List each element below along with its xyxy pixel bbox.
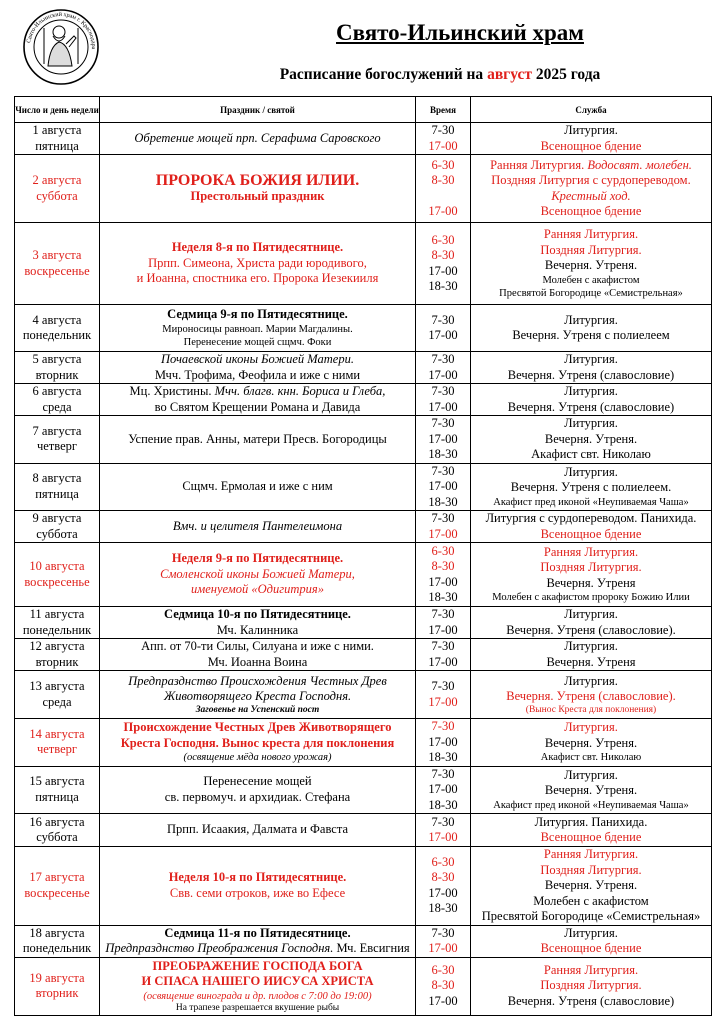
time: 7-30 [431,925,455,940]
table-row [15,925,712,957]
time-cell [416,155,471,223]
time: 6-30 [431,962,455,977]
feast-cell [100,639,416,671]
table-row [15,814,712,847]
time-cell [416,123,471,155]
table-row [15,719,712,767]
service-cell [471,223,712,305]
feast-line: Перенесение мощей сщмч. Фоки [183,336,332,348]
time: 8-30 [431,870,455,885]
weekday: понедельник [22,622,92,637]
time: 17-00 [428,654,458,669]
service: (Вынос Креста для поклонения) [525,704,657,715]
service-cell [471,814,712,847]
time: 6-30 [431,854,455,869]
table-row [15,639,712,671]
service: Всенощное бдение [540,941,642,955]
service: Литургия. [564,416,618,430]
service: Всенощное бдение [540,526,642,541]
feast-line: Перенесение мощей [203,774,312,789]
subtitle-suffix: 2025 года [535,66,601,83]
feast-line: Обретение мощей прп. Серафима Саровского [134,130,381,145]
day-cell [15,766,100,814]
service: Вечерня. Утреня. [544,431,638,446]
service-cell [471,671,712,719]
service: Акафист пред иконой «Неупиваемая Чаша» [493,799,689,811]
time: 17-00 [428,263,458,278]
service: Литургия. [564,639,618,653]
day-cell [15,305,100,352]
feast-cell [100,671,416,719]
weekday: вторник [35,367,79,382]
column-header-service: Служба [471,97,712,123]
feast-line: и Иоанна, спостника его. Пророка Иезекииля [136,271,379,286]
time: 7-30 [431,384,455,398]
time-cell [416,511,471,543]
weekday: суббота [36,830,78,844]
feast-line: Мч. Иоанна Воина [207,654,308,669]
time-cell [416,416,471,464]
prophet-icon [44,26,78,66]
table-row [15,766,712,814]
service: Всенощное бдение [540,830,642,844]
logo-text: Свято-Ильинский храм г. Краснодара [26,11,97,50]
time-cell [416,352,471,384]
time: 18-30 [428,590,458,604]
day-cell [15,511,100,543]
time-cell [416,607,471,639]
weekday: воскресенье [24,885,90,900]
day-cell [15,416,100,464]
time: 18-30 [428,279,458,293]
page-title: Свято-Ильинский храм [336,20,584,45]
service: Поздняя Литургия. [540,978,642,993]
weekday: понедельник [22,328,92,342]
feast-cell [100,511,416,543]
service: Вечерня. Утреня. [544,878,638,892]
feast-cell [100,607,416,639]
time: 17-00 [428,694,458,709]
feast-line: (освящение винограда и др. плодов с 7:00 до 19:00) [143,990,372,1002]
time-cell [416,384,471,416]
feast-line: На трапезе разрешается вкушение рыбы [175,1002,340,1013]
date: 4 августа [32,312,82,327]
service: Литургия. [564,767,618,782]
feast-cell [100,352,416,384]
feast-line: Седмица 10-я по Пятидесятнице. [164,607,351,621]
column-header-time: Время [416,97,471,123]
feast-cell [100,766,416,814]
feast-cell [100,463,416,511]
service-cell [471,463,712,511]
time: 18-30 [428,797,458,812]
day-cell [15,719,100,767]
feast-cell [100,123,416,155]
service: Ранняя Литургия. [543,544,639,559]
feast-line: Мч. Евсигния [336,941,410,955]
day-cell [15,814,100,847]
feast-cell [100,305,416,352]
weekday: пятница [35,789,79,804]
feast-line: св. первомуч. и архидиак. Стефана [164,789,351,804]
service: Поздняя Литургия. [540,242,642,257]
weekday: пятница [35,138,79,153]
time: 7-30 [431,416,455,430]
feast-line: Свв. семи отроков, иже во Ефесе [169,885,346,900]
service: Акафист свт. Николаю [531,447,651,461]
service-cell [471,123,712,155]
column-header-feast: Праздник / святой [100,97,416,123]
service: Вечерня. Утреня (славословие) [507,993,675,1008]
feast-cell [100,847,416,926]
feast-cell [100,719,416,767]
table-row [15,384,712,416]
time: 17-00 [428,734,458,749]
date: 11 августа [29,607,85,621]
weekday: четверг [36,742,78,757]
time: 7-30 [431,352,455,366]
feast-line: Мч. Калинника [216,622,299,637]
table-row [15,671,712,719]
service: Литургия. Панихида. [534,814,648,829]
time-cell [416,463,471,511]
service: Литургия. [564,673,618,688]
feast-line: Предпразднство Преображения Господня. [105,941,334,955]
time: 17-00 [428,204,458,218]
service: Молебен с акафистом [542,274,640,286]
table-row [15,847,712,926]
time: 17-00 [428,574,458,589]
time: 6-30 [431,157,455,172]
service-cell [471,352,712,384]
service: Акафист свт. Николаю [540,752,642,764]
date: 8 августа [32,471,82,486]
feast-line: Вмч. и целителя Пантелеимона [172,518,343,533]
date: 13 августа [29,679,85,693]
day-cell [15,223,100,305]
feast-line: Мц. Христины. [129,384,212,398]
service-cell [471,543,712,607]
page-subtitle [190,66,690,84]
feast-line: Предпразднство Происхождения Честных Древ [128,673,387,688]
time: 17-00 [428,993,458,1008]
table-row [15,352,712,384]
day-cell [15,384,100,416]
weekday: вторник [35,654,79,669]
time: 8-30 [431,559,455,573]
time: 17-00 [428,830,458,844]
service-cell [471,511,712,543]
feast-line: Заговенье на Успенский пост [195,704,320,715]
time: 7-30 [431,511,455,525]
time-cell [416,925,471,957]
feast-cell [100,416,416,464]
weekday: среда [42,399,72,414]
feast-line: (освящение мёда нового урожая) [183,752,332,764]
service: Пресвятой Богородице «Семистрельная» [481,909,701,923]
table-header-row [15,97,712,123]
date: 1 августа [32,123,82,137]
service: Вечерня. Утреня [546,575,636,590]
service: Литургия. [564,925,618,940]
time: 17-00 [428,328,458,342]
time: 7-30 [431,719,455,733]
service: Водосвят. молебен. [587,157,692,172]
weekday: воскресенье [24,574,90,589]
feast-line: Седмица 11-я по Пятидесятнице. [164,925,351,940]
feast-cell [100,543,416,607]
time: 17-00 [428,782,458,796]
time: 7-30 [431,639,455,653]
column-header-day: Число и день недели [15,97,100,123]
service: Пресвятой Богородице «Семистрельная» [499,287,683,299]
table-row [15,543,712,607]
service: Молебен с акафистом [533,893,649,908]
day-cell [15,607,100,639]
date: 16 августа [29,814,85,829]
time: 18-30 [428,750,458,764]
feast-line: ПРОРОКА БОЖИЯ ИЛИИ. [155,172,360,189]
time: 8-30 [431,978,455,993]
day-cell [15,155,100,223]
service: Вечерня. Утреня с полиелеем. [510,480,672,495]
feast-line: во Святом Крещении Романа и Давида [154,399,361,414]
feast-line: Почаевской иконы Божией Матери. [161,352,354,366]
feast-line: ПРЕОБРАЖЕНИЕ ГОСПОДА БОГА [152,958,363,973]
weekday: суббота [36,188,78,203]
service-cell [471,847,712,926]
service: Вечерня. Утреня (славословие) [507,399,675,414]
subtitle-month: август [487,66,532,83]
service: Ранняя Литургия. [543,962,639,977]
time: 7-30 [431,312,455,327]
service: Литургия. [564,720,618,735]
service-cell [471,925,712,957]
table-row [15,223,712,305]
table-row [15,305,712,352]
time-cell [416,671,471,719]
table-row [15,123,712,155]
time-cell [416,639,471,671]
time: 7-30 [431,123,455,137]
feast-line: И СПАСА НАШЕГО ИИСУСА ХРИСТА [141,974,374,988]
feast-line: Седмица 9-я по Пятидесятнице. [167,307,348,322]
table-row [15,957,712,1015]
service: Молебен с акафистом пророку Божию Илии [492,592,690,604]
service: Акафист пред иконой «Неупиваемая Чаша» [493,496,689,508]
date: 10 августа [29,559,85,573]
weekday: воскресенье [24,263,90,278]
service: Вечерня. Утреня. [544,783,638,798]
feast-line: Сщмч. Ермолая и иже с ним [182,479,333,493]
feast-line: Апп. от 70-ти Силы, Силуана и иже с ними. [141,639,374,653]
service: Поздняя Литургия с сурдопереводом. [491,173,691,187]
feast-line: Креста Господня. Вынос креста для поклонения [120,735,395,750]
subtitle-prefix: Расписание богослужений на [279,66,484,83]
time-cell [416,719,471,767]
feast-line: Успение прав. Анны, матери Пресв. Богородицы [128,431,387,446]
time-cell [416,543,471,607]
time: 7-30 [431,814,455,829]
date: 19 августа [29,970,85,985]
date: 2 августа [32,173,82,187]
time: 17-00 [428,431,458,446]
time-cell [416,814,471,847]
feast-cell [100,925,416,957]
service: Вечерня. Утреня (славословие) [507,367,675,382]
feast-line: Смоленской иконы Божией Матери, [160,566,355,581]
day-cell [15,543,100,607]
date: 9 августа [32,511,82,525]
service: Вечерня. Утреня (славословие). [506,689,676,703]
feast-line: Животворящего Креста Господня. [163,689,352,703]
table-row [15,463,712,511]
feast-line: именуемой «Одигитрия» [191,582,324,597]
date: 6 августа [32,384,82,398]
service-cell [471,607,712,639]
date: 3 августа [32,248,82,262]
weekday: вторник [35,986,79,1000]
service: Литургия. [564,312,618,327]
service: Вечерня. Утреня [546,654,636,669]
time: 17-00 [428,622,458,637]
service: Вечерня. Утреня (славословие). [506,622,676,637]
feast-line: Неделя 9-я по Пятидесятнице. [171,551,344,566]
time: 18-30 [428,901,458,916]
feast-cell [100,957,416,1015]
time: 6-30 [431,543,455,558]
church-logo [22,8,100,86]
day-cell [15,957,100,1015]
feast-line: Неделя 10-я по Пятидесятнице. [168,870,347,885]
time: 6-30 [431,232,455,247]
date: 17 августа [29,870,85,885]
time [416,189,470,205]
feast-cell [100,155,416,223]
service-cell [471,719,712,767]
feast-line: Престольный праздник [190,188,325,203]
service: Крестный ход. [551,188,631,203]
service: Ранняя Литургия. [490,157,585,172]
service: Литургия. [564,123,618,137]
time: 17-00 [428,138,458,153]
day-cell [15,925,100,957]
service-cell [471,305,712,352]
service-cell [471,639,712,671]
service-cell [471,155,712,223]
feast-line: Неделя 8-я по Пятидесятнице. [171,240,344,255]
date: 15 августа [29,774,85,789]
service: Поздняя Литургия. [540,862,642,877]
day-cell [15,847,100,926]
day-cell [15,123,100,155]
service: Вечерня. Утреня. [544,258,638,273]
day-cell [15,463,100,511]
service: Литургия. [564,352,618,366]
service: Ранняя Литургия. [543,227,639,242]
service: Вечерня. Утреня. [544,735,638,750]
weekday: понедельник [22,941,92,955]
date: 18 августа [29,925,85,940]
time: 7-30 [431,607,455,621]
time: 8-30 [431,248,455,262]
weekday: пятница [35,486,79,501]
service: Литургия. [564,464,618,479]
feast-line: Прпп. Симеона, Христа ради юродивого, [148,255,367,270]
weekday: суббота [36,526,78,541]
time-cell [416,223,471,305]
service-cell [471,384,712,416]
feast-cell [100,384,416,416]
service: Литургия. [564,384,618,398]
service: Поздняя Литургия. [540,560,642,575]
service-cell [471,766,712,814]
weekday: среда [42,694,72,709]
feast-cell [100,223,416,305]
date: 14 августа [29,726,85,741]
feast-cell [100,814,416,847]
feast-line: Мчч. Трофима, Феофила и иже с ними [154,367,361,382]
table-row [15,511,712,543]
feast-line: Прпп. Исаакия, Далмата и Фавста [166,822,349,837]
date: 5 августа [32,352,82,366]
service: Литургия. [564,607,618,621]
date: 7 августа [32,423,82,438]
time: 7-30 [431,679,455,693]
feast-line: Мироносицы равноап. Марии Магдалины. [162,323,353,335]
time: 17-00 [428,526,458,541]
table-row [15,607,712,639]
time: 17-00 [428,399,458,414]
time-cell [416,305,471,352]
time: 18-30 [428,447,458,461]
day-cell [15,671,100,719]
time: 8-30 [431,173,455,187]
time-cell [416,766,471,814]
weekday: четверг [36,439,78,454]
service: Литургия с сурдопереводом. Панихида. [485,511,697,525]
service: Всенощное бдение [540,204,642,218]
time: 18-30 [428,494,458,509]
service: Ранняя Литургия. [543,847,639,861]
time-cell [416,847,471,926]
table-row [15,155,712,223]
service-cell [471,416,712,464]
time: 17-00 [428,479,458,493]
time: 17-00 [428,885,458,900]
service-cell [471,957,712,1015]
time-cell [416,957,471,1015]
day-cell [15,639,100,671]
time: 17-00 [428,941,458,955]
time: 17-00 [428,367,458,382]
service: Всенощное бдение [540,138,642,153]
feast-line: Мчч. благв. кнн. Бориса и Глеба, [214,384,386,398]
time: 7-30 [431,766,455,781]
service: Вечерня. Утреня с полиелеем [512,328,670,342]
time: 7-30 [431,463,455,478]
day-cell [15,352,100,384]
date: 12 августа [29,639,85,653]
schedule-table [14,96,712,1016]
feast-line: Происхождение Честных Древ Животворящего [123,720,392,735]
table-row [15,416,712,464]
